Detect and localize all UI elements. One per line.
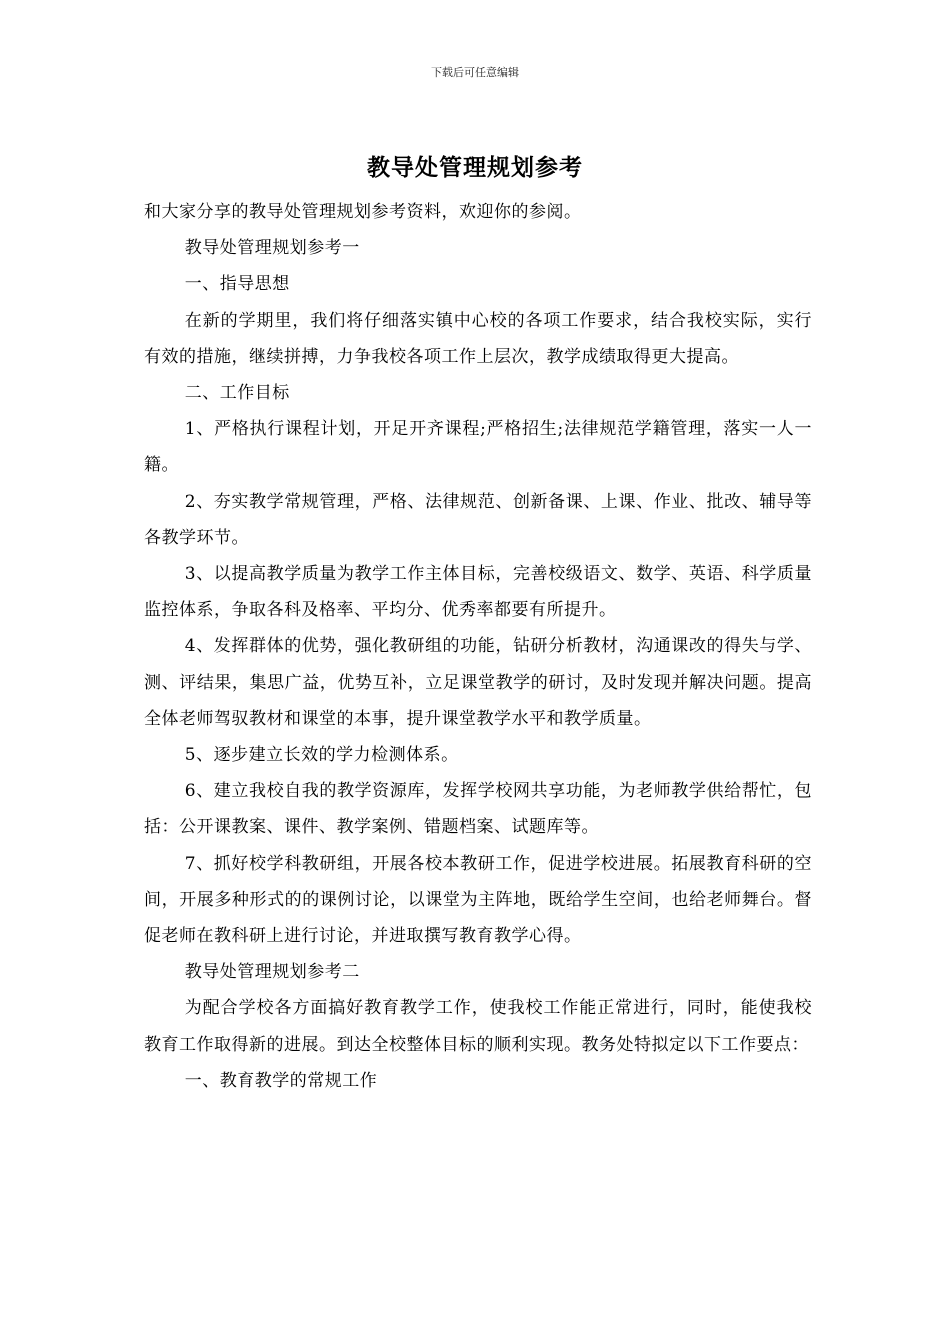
goal-item-4: 4、发挥群体的优势，强化教研组的功能，钻研分析教材，沟通课改的得失与学、测、评结果，集思广益，优势互补，立足课堂教学的研讨，及时发现并解决问题。提高全体老师驾驭教材和课堂的本事，提升课堂教学水平和教学质量。 xyxy=(144,636,812,729)
goal-item-5: 5、逐步建立长效的学力检测体系。 xyxy=(184,745,459,766)
goal-item-3: 3、以提高教学质量为教学工作主体目标，完善校级语文、数学、英语、科学质量监控体系，争取各科及格率、平均分、优秀率都要有所提升。 xyxy=(144,564,812,621)
document-title: 教导处管理规划参考 xyxy=(367,154,583,181)
intro-paragraph: 和大家分享的教导处管理规划参考资料，欢迎你的参阅。 xyxy=(144,202,582,222)
subheading-guiding-ideology: 一、指导思想 xyxy=(184,274,290,295)
goal-item-2: 2、夯实教学常规管理，严格、法律规范、创新备课、上课、作业、批改、辅导等各教学环节。 xyxy=(144,491,812,548)
paragraph-reference-two-intro: 为配合学校各方面搞好教育教学工作，使我校工作能正常进行，同时，能使我校教育工作取得新的进展。到达全校整体目标的顺利实现。教务处特拟定以下工作要点： xyxy=(144,998,812,1055)
paragraph-guiding-ideology: 在新的学期里，我们将仔细落实镇中心校的各项工作要求，结合我校实际，实行有效的措施，继续拼搏，力争我校各项工作上层次，教学成绩取得更大提高。 xyxy=(144,310,812,367)
section-heading-reference-one: 教导处管理规划参考一 xyxy=(184,238,360,259)
goal-item-6: 6、建立我校自我的教学资源库，发挥学校网共享功能，为老师教学供给帮忙，包括：公开课教案、课件、教学案例、错题档案、试题库等。 xyxy=(144,781,812,838)
goal-item-7: 7、抓好校学科教研组，开展各校本教研工作，促进学校进展。拓展教育科研的空间，开展多种形式的的课例讨论，以课堂为主阵地，既给学生空间，也给老师舞台。督促老师在教科研上进行讨论，并进取撰写教育教学心得。 xyxy=(144,853,812,947)
subheading-routine-work: 一、教育教学的常规工作 xyxy=(184,1070,378,1091)
page-header-note: 下载后可任意编辑 xyxy=(431,66,519,79)
goal-item-1: 1、严格执行课程计划，开足开齐课程;严格招生;法律规范学籍管理，落实一人一籍。 xyxy=(144,419,812,476)
section-heading-reference-two: 教导处管理规划参考二 xyxy=(184,962,360,983)
document-body xyxy=(144,194,812,1099)
subheading-work-goals: 二、工作目标 xyxy=(184,383,290,404)
